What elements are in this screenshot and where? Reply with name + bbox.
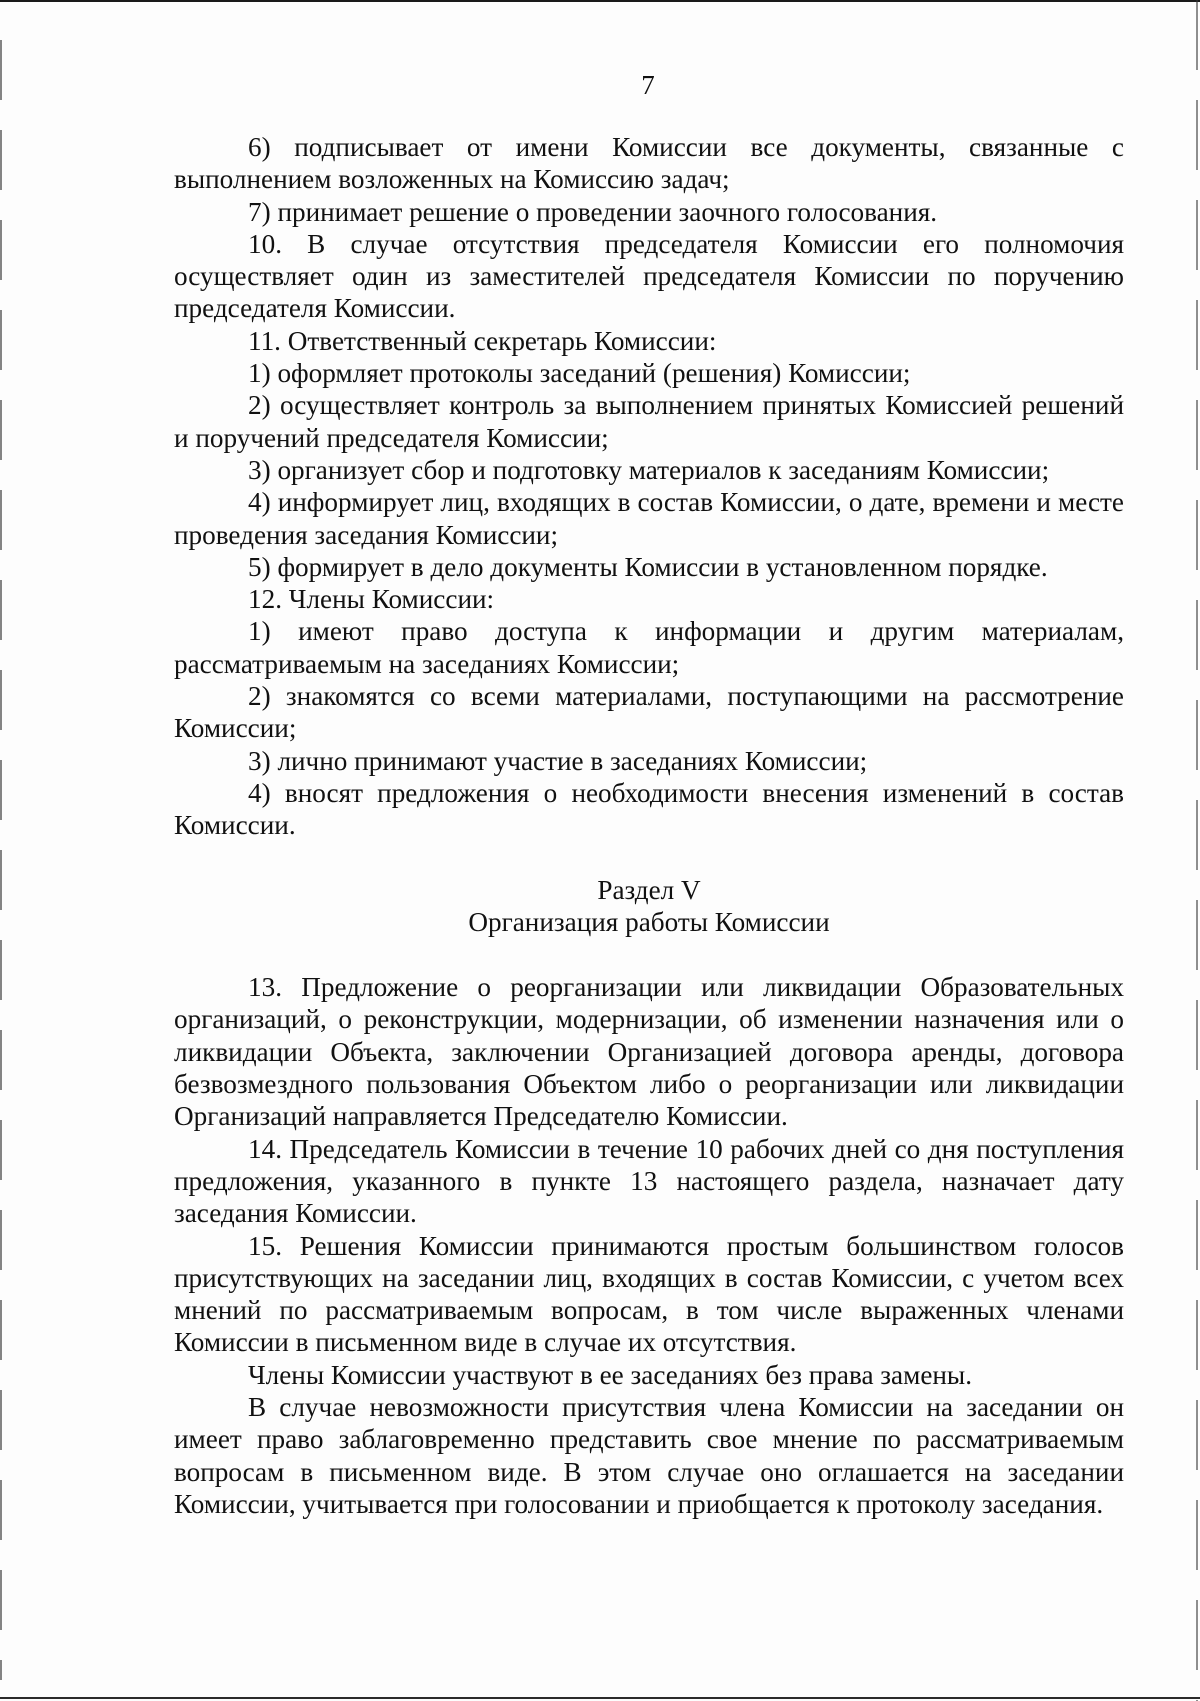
spacer [174,842,1124,874]
paragraph: 3) организует сбор и подготовку материалов к заседаниям Комиссии; [248,454,1050,485]
paragraph: 12. Члены Комиссии: [248,584,495,615]
page-number: 7 [641,70,655,100]
paragraph: 15. Решения Комиссии принимаются простым большинством голосов присутствующих на заседании лиц, входящих в состав Комиссии, с учетом всех мнений по рассматриваемым вопросам, в том числе выраженных членами Комиссии в письменном виде в случае их отсутствия. [174,1230,1124,1358]
paragraph: 10. В случае отсутствия председателя Комиссии его полномочия осуществляет один из заместителей председателя Комиссии по поручению председателя Комиссии. [174,228,1124,324]
paragraph: Члены Комиссии участвуют в ее заседаниях без права замены. [248,1359,972,1390]
paragraph: 1) имеют право доступа к информации и другим материалам, рассматриваемым на заседаниях Комиссии; [174,616,1124,679]
scan-edge-bottom [0,1697,1200,1699]
paragraph: 2) знакомятся со всеми материалами, поступающими на рассмотрение Комиссии; [174,681,1124,744]
paragraph: В случае невозможности присутствия члена Комиссии на заседании он имеет право заблаговременно представить свое мнение по рассматриваемым вопросам в письменном виде. В этом случае оно оглашается на заседании Комиссии, учитывается при голосовании и приобщается к протоколу заседания. [174,1391,1124,1519]
spacer [174,938,1124,971]
paragraph: 1) оформляет протоколы заседаний (решения) Комиссии; [248,358,911,389]
paragraph: 5) формирует в дело документы Комиссии в установленном порядке. [248,551,1048,582]
paragraph: 4) информирует лиц, входящих в состав Комиссии, о дате, времени и месте проведения заседания Комиссии; [174,487,1124,550]
paragraph: 3) лично принимают участие в заседаниях Комиссии; [248,745,868,776]
paragraph: 2) осуществляет контроль за выполнением принятых Комиссией решений и поручений председателя Комиссии; [174,390,1124,453]
section-number: Раздел V [597,874,701,905]
paragraph: 7) принимает решение о проведении заочного голосования. [248,196,938,227]
document-body [174,131,1124,1520]
paragraph: 6) подписывает от имени Комиссии все документы, связанные с выполнением возложенных на Комиссию задач; [174,132,1124,195]
scan-edge-top [0,0,1200,2]
paragraph: 14. Председатель Комиссии в течение 10 рабочих дней со дня поступления предложения, указанного в пункте 13 настоящего раздела, назначает дату заседания Комиссии. [174,1133,1124,1229]
scan-edge-left [0,40,2,1680]
paragraph: 11. Ответственный секретарь Комиссии: [248,325,717,356]
section-title: Организация работы Комиссии [468,906,830,937]
paragraph: 4) вносят предложения о необходимости внесения изменений в состав Комиссии. [174,777,1124,841]
paragraph: 13. Предложение о реорганизации или ликвидации Образовательных организаций, о реконструкции, модернизации, об изменении назначения или о ликвидации Объекта, заключении Организацией договора аренды, договора безвозмездного пользования Объектом либо о реорганизации или ликвидации Организаций направляется Председателю Комиссии. [174,972,1124,1132]
scan-edge-right [1196,0,1198,1701]
